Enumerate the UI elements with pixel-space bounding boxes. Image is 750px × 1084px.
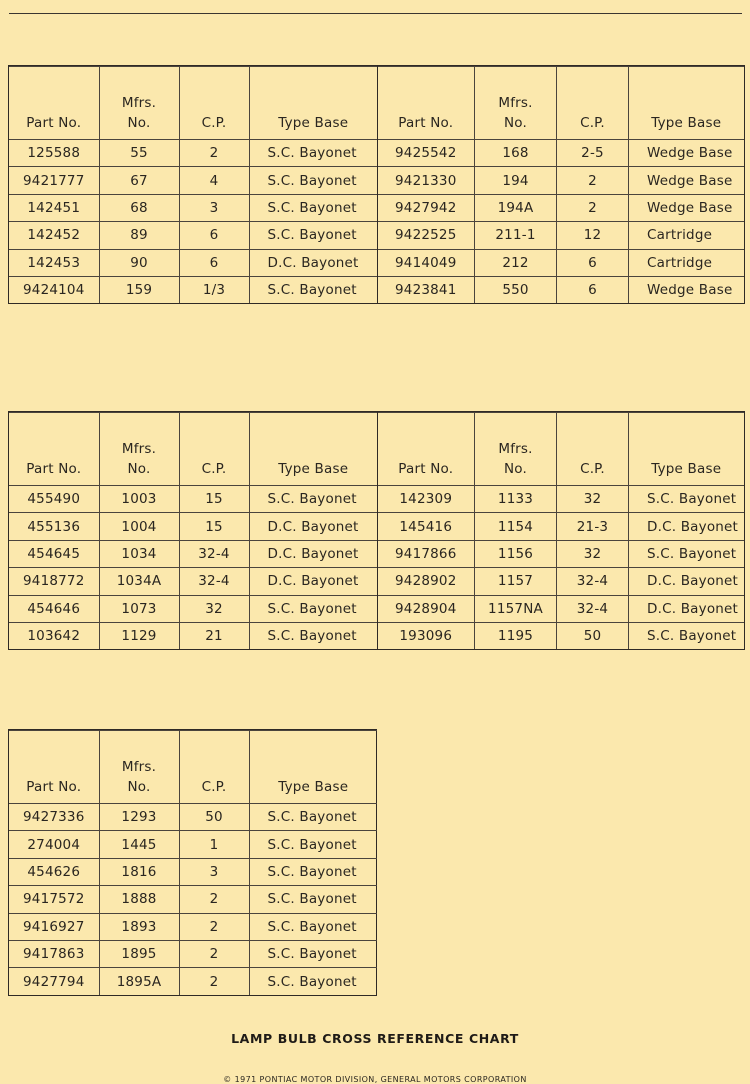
cell-type-base: S.C. Bayonet — [249, 886, 377, 913]
table-row — [9, 886, 377, 913]
cell-mfrs-no: 1893 — [99, 913, 179, 940]
table-left-half — [8, 729, 377, 996]
table-row — [378, 167, 744, 194]
table-row — [378, 249, 744, 276]
cell-part-no: 455136 — [9, 513, 99, 540]
table-row — [378, 513, 744, 540]
cell-cp: 32-4 — [557, 595, 629, 622]
cell-mfrs-no: 168 — [475, 140, 557, 167]
table-row — [378, 140, 744, 167]
header-part-no: Part No. — [378, 413, 475, 486]
cell-mfrs-no: 1895 — [99, 940, 179, 967]
cell-type-base: Wedge Base — [629, 167, 744, 194]
cell-type-base: D.C. Bayonet — [249, 513, 377, 540]
cell-cp: 1/3 — [179, 276, 249, 303]
table-row — [9, 276, 377, 303]
cell-mfrs-no: 1195 — [475, 622, 557, 649]
header-row — [378, 413, 744, 486]
table-row — [378, 276, 744, 303]
cell-cp: 50 — [179, 804, 249, 831]
cell-mfrs-no: 1445 — [99, 831, 179, 858]
cell-part-no: 9427942 — [378, 194, 475, 221]
cell-cp: 2 — [179, 886, 249, 913]
cell-cp: 2 — [557, 194, 629, 221]
cell-type-base: S.C. Bayonet — [249, 486, 377, 513]
header-type-base: Type Base — [249, 413, 377, 486]
cell-type-base: S.C. Bayonet — [249, 194, 377, 221]
table-row — [9, 913, 377, 940]
cell-part-no: 145416 — [378, 513, 475, 540]
cell-mfrs-no: 55 — [99, 140, 179, 167]
table-row — [9, 167, 377, 194]
cell-part-no: 142309 — [378, 486, 475, 513]
cell-mfrs-no: 212 — [475, 249, 557, 276]
bulb-table-1 — [8, 65, 743, 304]
lamp-table — [378, 66, 744, 303]
cell-part-no: 9421330 — [378, 167, 475, 194]
cell-part-no: 454626 — [9, 858, 99, 885]
cell-type-base: D.C. Bayonet — [629, 513, 744, 540]
table-row — [378, 222, 744, 249]
cell-mfrs-no: 67 — [99, 167, 179, 194]
cell-part-no: 274004 — [9, 831, 99, 858]
header-cp: C.P. — [557, 67, 629, 140]
header-cp: C.P. — [557, 413, 629, 486]
cell-cp: 1 — [179, 831, 249, 858]
cell-part-no: 9417866 — [378, 540, 475, 567]
top-rule — [9, 13, 742, 14]
table-right-half — [377, 65, 745, 304]
table-row — [378, 194, 744, 221]
cell-part-no: 9424104 — [9, 276, 99, 303]
cell-part-no: 193096 — [378, 622, 475, 649]
cell-mfrs-no: 1156 — [475, 540, 557, 567]
cell-mfrs-no: 1133 — [475, 486, 557, 513]
cell-mfrs-no: 194 — [475, 167, 557, 194]
table-row — [378, 540, 744, 567]
cell-part-no: 9421777 — [9, 167, 99, 194]
cell-cp: 12 — [557, 222, 629, 249]
cell-part-no: 9418772 — [9, 568, 99, 595]
header-cp: C.P. — [179, 413, 249, 486]
cell-mfrs-no: 89 — [99, 222, 179, 249]
lamp-table — [9, 412, 377, 649]
cell-mfrs-no: 1073 — [99, 595, 179, 622]
cell-type-base: S.C. Bayonet — [249, 858, 377, 885]
cell-part-no: 9422525 — [378, 222, 475, 249]
cell-type-base: Wedge Base — [629, 276, 744, 303]
cell-type-base: S.C. Bayonet — [249, 804, 377, 831]
cell-part-no: 9417572 — [9, 886, 99, 913]
header-row — [378, 67, 744, 140]
cell-part-no: 9423841 — [378, 276, 475, 303]
cell-part-no: 142453 — [9, 249, 99, 276]
header-row — [9, 67, 377, 140]
cell-part-no: 9425542 — [378, 140, 475, 167]
cell-part-no: 9428902 — [378, 568, 475, 595]
header-type-base: Type Base — [629, 67, 744, 140]
cell-type-base: D.C. Bayonet — [249, 568, 377, 595]
cell-part-no: 9427794 — [9, 968, 99, 995]
cell-part-no: 454645 — [9, 540, 99, 567]
cell-part-no: 142451 — [9, 194, 99, 221]
header-part-no: Part No. — [9, 731, 99, 804]
cell-mfrs-no: 1157NA — [475, 595, 557, 622]
cell-cp: 2 — [179, 913, 249, 940]
table-row — [9, 540, 377, 567]
table-row — [378, 622, 744, 649]
cell-part-no: 9416927 — [9, 913, 99, 940]
cell-cp: 6 — [179, 249, 249, 276]
table-row — [9, 968, 377, 995]
header-mfrs-no: Mfrs. No. — [475, 67, 557, 140]
cell-cp: 2 — [179, 140, 249, 167]
cell-part-no: 9428904 — [378, 595, 475, 622]
cell-mfrs-no: 211-1 — [475, 222, 557, 249]
lamp-table — [9, 66, 377, 303]
cell-part-no: 9414049 — [378, 249, 475, 276]
cell-mfrs-no: 90 — [99, 249, 179, 276]
cell-cp: 32 — [557, 540, 629, 567]
table-left-half — [8, 411, 378, 650]
cell-type-base: S.C. Bayonet — [629, 540, 744, 567]
cell-cp: 4 — [179, 167, 249, 194]
cell-mfrs-no: 1154 — [475, 513, 557, 540]
cell-cp: 6 — [557, 249, 629, 276]
cell-part-no: 455490 — [9, 486, 99, 513]
copyright-footer: © 1971 PONTIAC MOTOR DIVISION, GENERAL MOTORS CORPORATION — [223, 1075, 527, 1084]
cell-type-base: Cartridge — [629, 249, 744, 276]
bulb-table-2 — [8, 411, 744, 650]
cell-part-no: 9417863 — [9, 940, 99, 967]
cell-type-base: Wedge Base — [629, 194, 744, 221]
table-row — [9, 486, 377, 513]
cell-mfrs-no: 1293 — [99, 804, 179, 831]
header-row — [9, 731, 377, 804]
cell-part-no: 142452 — [9, 222, 99, 249]
cell-cp: 2 — [179, 940, 249, 967]
cell-part-no: 9427336 — [9, 804, 99, 831]
cell-cp: 6 — [179, 222, 249, 249]
cell-cp: 32-4 — [557, 568, 629, 595]
table-row — [9, 249, 377, 276]
cell-cp: 2 — [557, 167, 629, 194]
header-type-base: Type Base — [629, 413, 744, 486]
cell-type-base: D.C. Bayonet — [629, 595, 744, 622]
cell-mfrs-no: 1157 — [475, 568, 557, 595]
cell-cp: 32 — [179, 595, 249, 622]
table-row — [9, 622, 377, 649]
cell-mfrs-no: 1816 — [99, 858, 179, 885]
cell-cp: 21 — [179, 622, 249, 649]
cell-part-no: 103642 — [9, 622, 99, 649]
table-left-half — [8, 65, 378, 304]
cell-mfrs-no: 1888 — [99, 886, 179, 913]
cell-type-base: S.C. Bayonet — [249, 622, 377, 649]
cell-type-base: S.C. Bayonet — [249, 276, 377, 303]
header-mfrs-no: Mfrs. No. — [99, 67, 179, 140]
table-right-half — [377, 411, 745, 650]
cell-mfrs-no: 1004 — [99, 513, 179, 540]
header-mfrs-no: Mfrs. No. — [99, 731, 179, 804]
table-row — [9, 940, 377, 967]
cell-cp: 15 — [179, 513, 249, 540]
cell-type-base: S.C. Bayonet — [249, 968, 377, 995]
cell-cp: 6 — [557, 276, 629, 303]
cell-type-base: S.C. Bayonet — [249, 222, 377, 249]
cell-type-base: Wedge Base — [629, 140, 744, 167]
cell-cp: 32 — [557, 486, 629, 513]
cell-cp: 3 — [179, 194, 249, 221]
lamp-table — [9, 730, 377, 995]
cell-type-base: S.C. Bayonet — [249, 167, 377, 194]
cell-type-base: S.C. Bayonet — [629, 486, 744, 513]
table-row — [9, 858, 377, 885]
lamp-table — [378, 412, 744, 649]
bulb-table-3 — [8, 729, 375, 996]
header-cp: C.P. — [179, 731, 249, 804]
header-mfrs-no: Mfrs. No. — [475, 413, 557, 486]
cell-mfrs-no: 68 — [99, 194, 179, 221]
cell-mfrs-no: 1003 — [99, 486, 179, 513]
cell-part-no: 125588 — [9, 140, 99, 167]
cell-cp: 21-3 — [557, 513, 629, 540]
cell-cp: 2 — [179, 968, 249, 995]
cell-type-base: D.C. Bayonet — [249, 249, 377, 276]
cell-type-base: S.C. Bayonet — [249, 595, 377, 622]
cell-mfrs-no: 1034A — [99, 568, 179, 595]
cell-mfrs-no: 194A — [475, 194, 557, 221]
cell-type-base: S.C. Bayonet — [249, 940, 377, 967]
cell-mfrs-no: 1129 — [99, 622, 179, 649]
header-type-base: Type Base — [249, 731, 377, 804]
header-part-no: Part No. — [378, 67, 475, 140]
header-mfrs-no: Mfrs. No. — [99, 413, 179, 486]
cell-type-base: S.C. Bayonet — [249, 913, 377, 940]
cell-part-no: 454646 — [9, 595, 99, 622]
cell-mfrs-no: 1895A — [99, 968, 179, 995]
header-type-base: Type Base — [249, 67, 377, 140]
table-row — [9, 595, 377, 622]
cell-mfrs-no: 159 — [99, 276, 179, 303]
table-row — [9, 831, 377, 858]
header-cp: C.P. — [179, 67, 249, 140]
header-row — [9, 413, 377, 486]
chart-title: LAMP BULB CROSS REFERENCE CHART — [231, 1031, 519, 1046]
table-row — [378, 486, 744, 513]
cell-type-base: S.C. Bayonet — [629, 622, 744, 649]
table-row — [378, 595, 744, 622]
cell-type-base: Cartridge — [629, 222, 744, 249]
cell-cp: 32-4 — [179, 568, 249, 595]
cell-type-base: D.C. Bayonet — [249, 540, 377, 567]
cell-mfrs-no: 550 — [475, 276, 557, 303]
cell-cp: 32-4 — [179, 540, 249, 567]
cell-cp: 3 — [179, 858, 249, 885]
table-row — [9, 222, 377, 249]
table-row — [9, 804, 377, 831]
table-row — [9, 194, 377, 221]
cell-type-base: S.C. Bayonet — [249, 831, 377, 858]
table-row — [9, 140, 377, 167]
table-row — [378, 568, 744, 595]
cell-cp: 50 — [557, 622, 629, 649]
cell-type-base: D.C. Bayonet — [629, 568, 744, 595]
table-row — [9, 513, 377, 540]
header-part-no: Part No. — [9, 413, 99, 486]
table-row — [9, 568, 377, 595]
header-part-no: Part No. — [9, 67, 99, 140]
cell-mfrs-no: 1034 — [99, 540, 179, 567]
cell-type-base: S.C. Bayonet — [249, 140, 377, 167]
cell-cp: 2-5 — [557, 140, 629, 167]
cell-cp: 15 — [179, 486, 249, 513]
